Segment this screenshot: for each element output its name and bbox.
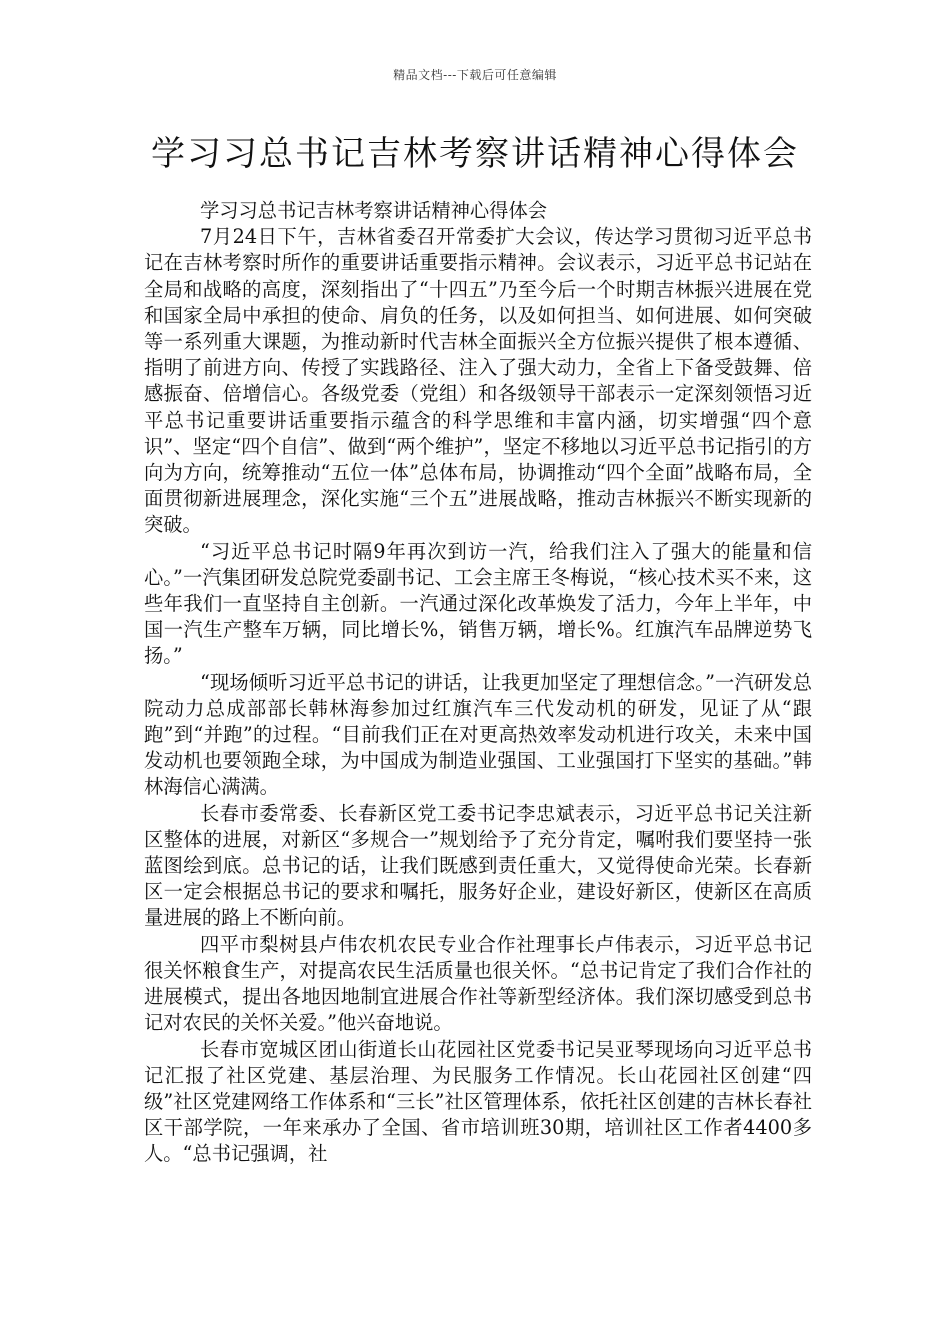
- document-title: 学习习总书记吉林考察讲话精神心得体会: [151, 134, 799, 174]
- paragraph-subtitle: 学习习总书记吉林考察讲话精神心得体会: [199, 199, 548, 222]
- paragraph: “现场倾听习近平总书记的讲话，让我更加坚定了理想信念。”一汽研发总院动力总成部部长韩林海参加过红旗汽车三代发动机的研发，见证了从“跟跑”到“并跑”的过程。“目前我们正在对更高热效率发动机进行攻关，未来中国发动机也要领跑全球，为中国成为制造业强国、工业强国打下坚实的基础。”韩林海信心满满。: [144, 670, 812, 799]
- paragraph: “习近平总书记时隔9年再次到访一汽，给我们注入了强大的能量和信心。”一汽集团研发总院党委副书记、工会主席王冬梅说，“核心技术买不来，这些年我们一直坚持自主创新。一汽通过深化改革焕发了活力，今年上半年，中国一汽生产整车万辆，同比增长%，销售万辆，增长%。红旗汽车品牌逆势飞扬。”: [144, 539, 812, 668]
- paragraph: 四平市梨树县卢伟农机农民专业合作社理事长卢伟表示，习近平总书记很关怀粮食生产，对提高农民生活质量也很关怀。“总书记肯定了我们合作社的进展模式，提出各地因地制宜进展合作社等新型经济体。我们深切感受到总书记对农民的关怀关爱。”他兴奋地说。: [144, 932, 812, 1035]
- paragraph: 7月24日下午，吉林省委召开常委扩大会议，传达学习贯彻习近平总书记在吉林考察时所作的重要讲话重要指示精神。会议表示，习近平总书记站在全局和战略的高度，深刻指出了“十四五”乃至今后一个时期吉林振兴进展在党和国家全局中承担的使命、肩负的任务，以及如何担当、如何进展、如何突破等一系列重大课题，为推动新时代吉林全面振兴全方位振兴提供了根本遵循、指明了前进方向、传授了实践路径、注入了强大动力，全省上下备受鼓舞、倍感振奋、倍增信心。各级党委（党组）和各级领导干部表示一定深刻领悟习近平总书记重要讲话重要指示蕴含的科学思维和丰富内涵，切实增强“四个意识”、坚定“四个自信”、做到“两个维护”，坚定不移地以习近平总书记指引的方向为方向，统筹推动“五位一体”总体布局，协调推动“四个全面”战略布局，全面贯彻新进展理念，深化实施“三个五”进展战略，推动吉林振兴不断实现新的突破。: [144, 225, 812, 537]
- header-note: 精品文档---下载后可任意编辑: [393, 68, 557, 82]
- document-body: [144, 198, 812, 1168]
- paragraph: 长春市宽城区团山街道长山花园社区党委书记吴亚琴现场向习近平总书记汇报了社区党建、基层治理、为民服务工作情况。长山花园社区创建“四级”社区党建网络工作体系和“三长”社区管理体系，依托社区创建的吉林长春社区干部学院，一年来承办了全国、省市培训班30期，培训社区工作者4400多人。“总书记强调，社: [144, 1037, 812, 1166]
- paragraph: 长春市委常委、长春新区党工委书记李忠斌表示，习近平总书记关注新区整体的进展，对新区“多规合一”规划给予了充分肯定，嘱咐我们要坚持一张蓝图绘到底。总书记的话，让我们既感到责任重大，又觉得使命光荣。长春新区一定会根据总书记的要求和嘱托，服务好企业，建设好新区，使新区在高质量进展的路上不断向前。: [144, 801, 812, 930]
